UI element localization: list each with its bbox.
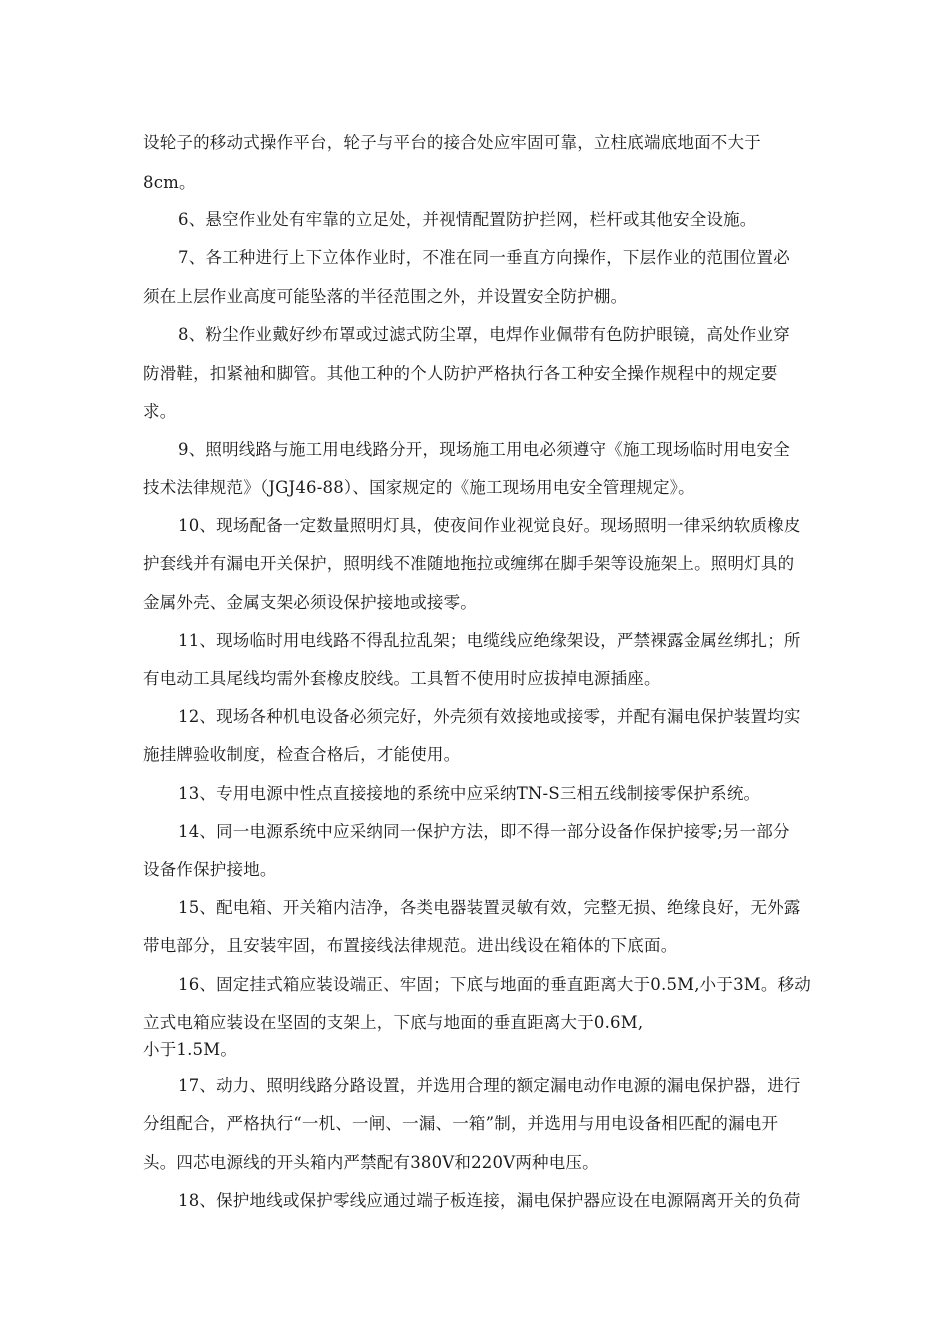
paragraph-17-line: 17、动力、照明线路分路设置，并选用合理的额定漏电动作电源的漏电保护器，进行 (178, 1076, 801, 1095)
paragraph-16-line: 16、固定挂式箱应装设端正、牢固；下底与地面的垂直距离大于0.5M,小于3M。移动 (178, 975, 811, 994)
paragraph-13-line: 13、专用电源中性点直接接地的系统中应采纳TN-S三相五线制接零保护系统。 (178, 784, 761, 803)
paragraph-10-line: 金属外壳、金属支架必须设保护接地或接零。 (143, 593, 477, 612)
text-line: 设轮子的移动式操作平台，轮子与平台的接合处应牢固可靠，立柱底端底地面不大于 (143, 133, 761, 152)
text-line: 8cm。 (143, 173, 196, 192)
paragraph-16-line: 立式电箱应装设在坚固的支架上，下底与地面的垂直距离大于0.6M, (143, 1013, 644, 1032)
paragraph-11-line: 有电动工具尾线均需外套橡皮胶线。工具暂不使用时应拔掉电源插座。 (143, 669, 661, 688)
paragraph-18-line: 18、保护地线或保护零线应通过端子板连接，漏电保护器应设在电源隔离开关的负荷 (178, 1191, 801, 1210)
paragraph-17-line: 分组配合，严格执行“一机、一闸、一漏、一箱”制，并选用与用电设备相匹配的漏电开 (143, 1114, 779, 1133)
paragraph-8-line: 8、粉尘作业戴好纱布罩或过滤式防尘罩，电焊作业佩带有色防护眼镜，高处作业穿 (178, 325, 790, 344)
paragraph-17-line: 头。四芯电源线的开头箱内严禁配有380V和220V两种电压。 (143, 1153, 599, 1172)
paragraph-15-line: 15、配电箱、开关箱内洁净，各类电器装置灵敏有效，完整无损、绝缘良好，无外露 (178, 898, 801, 917)
paragraph-9-line: 技术法律规范》（JGJ46-88）、国家规定的《施工现场用电安全管理规定》。 (143, 478, 695, 497)
paragraph-8-line: 求。 (143, 402, 177, 421)
paragraph-12-line: 施挂牌验收制度，检查合格后，才能使用。 (143, 745, 461, 764)
paragraph-14-line: 14、同一电源系统中应采纳同一保护方法，即不得一部分设备作保护接零;另一部分 (178, 822, 790, 841)
paragraph-7-line: 须在上层作业高度可能坠落的半径范围之外，并设置安全防护棚。 (143, 287, 628, 306)
paragraph-9-line: 9、照明线路与施工用电线路分开，现场施工用电必须遵守《施工现场临时用电安全 (178, 440, 790, 459)
paragraph-11-line: 11、现场临时用电线路不得乱拉乱架；电缆线应绝缘架设，严禁裸露金属丝绑扎；所 (178, 631, 801, 650)
paragraph-10-line: 护套线并有漏电开关保护，照明线不准随地拖拉或缠绑在脚手架等设施架上。照明灯具的 (143, 554, 795, 573)
paragraph-12-line: 12、现场各种机电设备必须完好，外壳须有效接地或接零，并配有漏电保护装置均实 (178, 707, 801, 726)
paragraph-8-line: 防滑鞋，扣紧袖和脚管。其他工种的个人防护严格执行各工种安全操作规程中的规定要 (143, 364, 778, 383)
paragraph-6-line: 6、悬空作业处有牢靠的立足处，并视情配置防护拦网，栏杆或其他安全设施。 (178, 210, 757, 229)
paragraph-15-line: 带电部分，且安装牢固，布置接线法律规范。进出线设在箱体的下底面。 (143, 936, 678, 955)
paragraph-16-line: 小于1.5M。 (143, 1040, 238, 1059)
paragraph-14-line: 设备作保护接地。 (143, 860, 277, 879)
paragraph-10-line: 10、现场配备一定数量照明灯具，使夜间作业视觉良好。现场照明一律采纳软质橡皮 (178, 516, 801, 535)
paragraph-7-line: 7、各工种进行上下立体作业时，不准在同一垂直方向操作，下层作业的范围位置必 (178, 248, 790, 267)
